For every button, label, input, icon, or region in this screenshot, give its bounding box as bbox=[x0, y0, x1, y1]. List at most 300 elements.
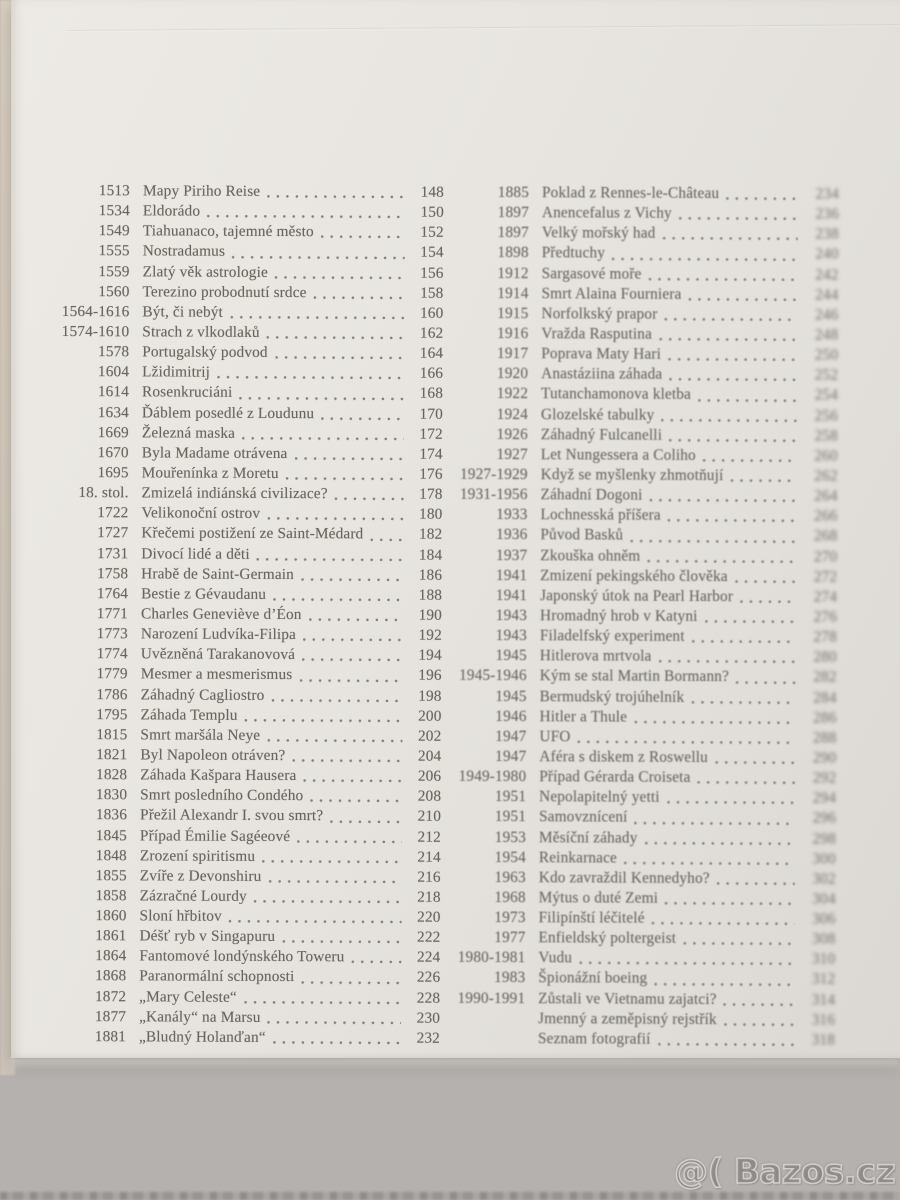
toc-year: 1936 bbox=[496, 526, 528, 544]
toc-year: 1574-1610 bbox=[61, 322, 130, 341]
toc-title: Zmizení pekingského člověka bbox=[540, 566, 728, 585]
toc-row bbox=[456, 364, 838, 386]
toc-year: 1578 bbox=[97, 343, 130, 361]
toc-year: 1945 bbox=[495, 687, 527, 705]
dot-leader bbox=[239, 396, 404, 400]
toc-title: Enfieldský poltergeist bbox=[538, 929, 677, 948]
toc-year: 1758 bbox=[96, 564, 129, 582]
toc-page-number: 250 bbox=[814, 346, 839, 364]
toc-page-number: 150 bbox=[420, 203, 444, 221]
toc-title: Fantomové londýnského Toweru bbox=[139, 947, 345, 966]
dot-leader bbox=[254, 900, 402, 904]
dot-leader bbox=[724, 1003, 795, 1006]
toc-year: 1836 bbox=[95, 806, 128, 824]
toc-title: Zůstali ve Vietnamu zajatci? bbox=[538, 989, 717, 1008]
dot-leader bbox=[299, 679, 402, 682]
toc-row bbox=[456, 304, 838, 326]
toc-row bbox=[37, 725, 441, 747]
toc-year: 1898 bbox=[497, 244, 529, 262]
toc-title: Aféra s diskem z Roswellu bbox=[539, 748, 708, 766]
toc-year: 1951 bbox=[494, 788, 527, 806]
toc-year: 1953 bbox=[494, 828, 526, 846]
toc-year: 1779 bbox=[96, 665, 128, 683]
toc-page-number: 314 bbox=[811, 991, 836, 1009]
toc-row bbox=[36, 966, 440, 988]
dot-leader bbox=[207, 215, 405, 219]
toc-row bbox=[39, 423, 443, 445]
toc-page-number: 308 bbox=[812, 930, 836, 948]
toc-page-number: 318 bbox=[811, 1031, 836, 1049]
dot-leader bbox=[634, 720, 795, 724]
toc-year: 1927 bbox=[496, 445, 528, 463]
dot-leader bbox=[659, 338, 797, 342]
toc-title: Eldorádo bbox=[142, 202, 201, 220]
toc-page-number: 288 bbox=[812, 729, 837, 747]
toc-page-number: 196 bbox=[418, 667, 442, 685]
toc-title: „Bludný Holanďan“ bbox=[138, 1028, 266, 1046]
toc-page-number: 172 bbox=[419, 425, 443, 443]
toc-page-number: 268 bbox=[813, 527, 838, 546]
toc-year: 1828 bbox=[96, 766, 128, 784]
toc-title: Když se myšlenky zhmotňují bbox=[540, 466, 724, 485]
toc-page-number: 148 bbox=[420, 183, 445, 201]
toc-year: 1951 bbox=[494, 808, 527, 826]
toc-row bbox=[453, 968, 835, 990]
dot-leader bbox=[736, 681, 796, 684]
toc-page-number: 208 bbox=[417, 787, 442, 805]
toc-row bbox=[40, 241, 444, 263]
toc-year: 1914 bbox=[497, 284, 529, 302]
toc-page-number: 182 bbox=[418, 526, 443, 544]
toc-year: 1963 bbox=[494, 868, 526, 886]
dot-leader bbox=[297, 840, 402, 843]
toc-year: 1937 bbox=[496, 546, 528, 564]
toc-page-number: 294 bbox=[812, 789, 837, 807]
dot-leader bbox=[267, 195, 405, 199]
toc-page-number: 252 bbox=[814, 366, 839, 384]
toc-title: Předtuchy bbox=[541, 244, 606, 262]
toc-year: 1983 bbox=[494, 969, 526, 987]
toc-year: 1560 bbox=[98, 282, 130, 300]
toc-year: 1968 bbox=[494, 888, 526, 907]
toc-page-number: 202 bbox=[417, 727, 442, 745]
toc-title: Záhada Templu bbox=[140, 705, 238, 724]
toc-row bbox=[456, 404, 838, 426]
toc-row bbox=[454, 807, 836, 829]
toc-page-number: 234 bbox=[815, 185, 840, 203]
toc-row bbox=[38, 543, 442, 565]
toc-page-number: 186 bbox=[418, 566, 443, 584]
toc-title: Rosenkruciáni bbox=[142, 383, 233, 402]
toc-title: Zvíře z Devonshiru bbox=[139, 867, 262, 885]
toc-row bbox=[456, 485, 838, 507]
toc-year: 1943 bbox=[495, 606, 528, 625]
toc-page-number: 200 bbox=[418, 707, 442, 725]
toc-row bbox=[39, 463, 443, 485]
toc-year: 1722 bbox=[97, 504, 129, 522]
dot-leader bbox=[282, 940, 401, 944]
toc-year: 1897 bbox=[497, 224, 529, 242]
dot-leader bbox=[647, 559, 796, 563]
toc-title: Lžidimitrij bbox=[142, 363, 211, 381]
toc-row bbox=[39, 282, 443, 304]
toc-title: Vudu bbox=[538, 949, 573, 967]
dot-leader bbox=[691, 701, 795, 704]
toc-year: 1549 bbox=[98, 222, 130, 240]
toc-page-number: 222 bbox=[417, 928, 441, 946]
toc-title: Zázračné Lourdy bbox=[139, 887, 247, 905]
toc-row bbox=[36, 926, 440, 948]
dot-leader bbox=[669, 439, 797, 443]
toc-page-number: 298 bbox=[812, 830, 836, 848]
toc-row bbox=[456, 384, 838, 406]
toc-page-number: 152 bbox=[420, 223, 444, 242]
toc-year: 1771 bbox=[96, 605, 129, 623]
toc-year: 1513 bbox=[98, 182, 131, 200]
toc-title: Smrt maršála Neye bbox=[140, 726, 261, 744]
toc-title: Nepolapitelný yetti bbox=[539, 788, 660, 806]
dot-leader bbox=[268, 880, 401, 884]
toc-title: Velký mořský had bbox=[541, 224, 656, 243]
toc-page-number: 256 bbox=[814, 407, 838, 425]
dot-leader bbox=[704, 620, 795, 623]
dot-leader bbox=[303, 638, 403, 641]
dot-leader bbox=[268, 1021, 402, 1025]
toc-page-number: 270 bbox=[813, 548, 838, 566]
toc-page-number: 166 bbox=[419, 364, 444, 383]
toc-year: 1855 bbox=[95, 866, 127, 885]
toc-page-number: 274 bbox=[813, 588, 838, 606]
toc-row bbox=[38, 523, 442, 545]
dot-leader bbox=[310, 799, 402, 802]
bazos-watermark: @( Bazos.cz bbox=[674, 1152, 895, 1192]
toc-title: Mesmer a mesmerismus bbox=[140, 665, 293, 684]
toc-title: Anastáziina záhada bbox=[541, 365, 663, 384]
toc-year: 1977 bbox=[494, 929, 526, 947]
dot-leader bbox=[230, 316, 404, 320]
dot-leader bbox=[649, 499, 796, 503]
dot-leader bbox=[267, 336, 405, 340]
toc-year: 1947 bbox=[495, 727, 527, 745]
toc-page-number: 170 bbox=[419, 405, 443, 423]
toc-title: Měsíční záhady bbox=[538, 828, 638, 847]
dot-leader bbox=[275, 356, 404, 360]
toc-year: 1821 bbox=[96, 746, 128, 764]
dot-leader bbox=[303, 779, 402, 782]
dot-leader bbox=[717, 882, 795, 885]
toc-row bbox=[38, 644, 442, 666]
toc-row bbox=[36, 1007, 440, 1029]
toc-title: Byl Napoleon otráven? bbox=[140, 746, 286, 764]
dot-leader bbox=[292, 759, 402, 763]
toc-row bbox=[39, 362, 443, 384]
toc-column-right bbox=[453, 183, 839, 1051]
toc-page-number: 296 bbox=[812, 809, 837, 827]
toc-page-number: 304 bbox=[812, 890, 836, 908]
toc-title: Poprava Maty Hari bbox=[541, 345, 662, 363]
toc-row bbox=[454, 908, 836, 930]
toc-row bbox=[454, 706, 836, 728]
dot-leader bbox=[262, 860, 402, 864]
toc-page-number: 192 bbox=[418, 626, 442, 644]
dot-leader bbox=[735, 580, 796, 583]
dot-leader bbox=[314, 296, 405, 299]
toc-page-number: 210 bbox=[417, 807, 442, 826]
toc-title: Let Nungessera a Coliho bbox=[540, 446, 696, 464]
dot-leader bbox=[301, 578, 403, 581]
dot-leader bbox=[665, 902, 795, 906]
toc-title: Kým se stal Martin Bormann? bbox=[539, 667, 730, 686]
dot-leader bbox=[730, 479, 796, 482]
dot-leader bbox=[271, 699, 402, 703]
toc-page-number: 316 bbox=[811, 1011, 836, 1029]
dot-leader bbox=[275, 276, 405, 280]
photo-bottom-edge bbox=[0, 1192, 900, 1200]
toc-title: Byla Madame otrávena bbox=[141, 444, 288, 462]
dot-leader bbox=[301, 981, 401, 984]
dot-leader bbox=[267, 739, 402, 743]
dot-leader bbox=[668, 358, 797, 362]
toc-year: 1860 bbox=[95, 907, 127, 925]
toc-year: 1669 bbox=[97, 423, 129, 441]
toc-page-number: 216 bbox=[417, 868, 441, 886]
toc-title: Nostradamus bbox=[142, 242, 226, 261]
toc-page-number: 230 bbox=[416, 1009, 441, 1027]
toc-row bbox=[37, 825, 441, 847]
toc-row bbox=[454, 787, 836, 809]
toc-page-number: 262 bbox=[814, 467, 838, 485]
toc-page-number: 204 bbox=[417, 747, 442, 765]
toc-title: Původ Basků bbox=[540, 526, 624, 544]
toc-page-number: 276 bbox=[813, 608, 838, 626]
toc-page-number: 220 bbox=[417, 908, 441, 926]
toc-row bbox=[456, 284, 838, 306]
dot-leader bbox=[612, 257, 798, 261]
toc-page-number: 278 bbox=[813, 628, 837, 646]
toc-title: Seznam fotografií bbox=[537, 1030, 651, 1048]
toc-year: 1604 bbox=[97, 363, 130, 381]
toc-year: 1954 bbox=[494, 848, 526, 866]
toc-page-number: 164 bbox=[419, 344, 444, 362]
dot-leader bbox=[688, 298, 797, 302]
toc-page-number: 174 bbox=[419, 445, 443, 463]
toc-page-number: 188 bbox=[418, 586, 443, 604]
toc-title: Anencefalus z Vichy bbox=[541, 204, 672, 222]
toc-page-number: 240 bbox=[815, 245, 839, 264]
toc-row bbox=[455, 545, 837, 567]
toc-year: 1926 bbox=[496, 425, 528, 443]
toc-title: Špionážní boeing bbox=[538, 969, 648, 988]
book-page bbox=[11, 0, 900, 1058]
toc-year: 1897 bbox=[497, 204, 529, 222]
toc-page-number: 290 bbox=[812, 749, 837, 767]
toc-row bbox=[38, 503, 442, 525]
toc-page-number: 248 bbox=[814, 326, 839, 344]
toc-title: UFO bbox=[539, 728, 571, 746]
dot-leader bbox=[661, 418, 797, 422]
toc-row bbox=[37, 866, 441, 888]
toc-page-number: 218 bbox=[417, 888, 441, 906]
dot-leader bbox=[229, 920, 402, 924]
dot-leader bbox=[669, 378, 797, 382]
toc-row bbox=[37, 906, 441, 928]
toc-title: Reinkarnace bbox=[538, 848, 617, 867]
toc-title: Narození Ludvíka-Filipa bbox=[140, 625, 297, 644]
toc-title: Déšť ryb v Singapuru bbox=[139, 927, 276, 946]
toc-year: 1980-1981 bbox=[457, 949, 526, 967]
toc-title: Zkouška ohněm bbox=[540, 546, 641, 565]
toc-year: 1555 bbox=[98, 242, 130, 260]
toc-year: 1990-1991 bbox=[457, 989, 526, 1007]
toc-page-number: 226 bbox=[416, 969, 441, 987]
toc-title: Jmenný a zeměpisný rejstřík bbox=[538, 1009, 717, 1028]
toc-title: Charles Geneviève d’Éon bbox=[140, 605, 302, 624]
dot-leader bbox=[630, 539, 796, 543]
toc-row bbox=[36, 1027, 440, 1049]
toc-title: Velikonoční ostrov bbox=[141, 504, 261, 523]
table-of-contents bbox=[7, 0, 900, 1064]
toc-year: 1858 bbox=[95, 887, 127, 905]
dot-leader bbox=[286, 477, 404, 481]
dot-leader bbox=[294, 457, 403, 461]
dot-leader bbox=[309, 618, 403, 621]
toc-row bbox=[453, 1009, 835, 1031]
dot-leader bbox=[658, 1043, 794, 1047]
toc-row bbox=[40, 221, 444, 243]
toc-row bbox=[38, 604, 442, 626]
dot-leader bbox=[273, 598, 403, 602]
toc-row bbox=[37, 845, 441, 867]
toc-row bbox=[454, 767, 836, 789]
toc-year: 1947 bbox=[495, 747, 527, 766]
toc-row bbox=[36, 986, 440, 1008]
toc-title: Zrození spiritismu bbox=[139, 846, 256, 865]
dot-leader bbox=[662, 237, 797, 241]
dot-leader bbox=[664, 318, 797, 322]
toc-row bbox=[454, 727, 836, 749]
toc-row bbox=[38, 684, 442, 706]
toc-year: 1945 bbox=[495, 647, 527, 665]
toc-row bbox=[453, 948, 835, 970]
toc-year: 1872 bbox=[94, 987, 127, 1005]
dot-leader bbox=[703, 459, 797, 462]
toc-row bbox=[454, 847, 836, 869]
dot-leader bbox=[321, 236, 405, 239]
toc-row bbox=[38, 564, 442, 586]
toc-year: 1973 bbox=[494, 909, 526, 927]
toc-row bbox=[455, 606, 837, 628]
toc-year: 1877 bbox=[94, 1007, 127, 1026]
toc-row bbox=[456, 324, 838, 346]
dot-leader bbox=[697, 781, 795, 784]
dot-leader bbox=[624, 861, 795, 865]
toc-title: Hrabě de Saint-Germain bbox=[141, 565, 295, 583]
toc-title: Japonský útok na Pearl Harbor bbox=[540, 587, 734, 605]
toc-row bbox=[39, 483, 443, 505]
toc-page-number: 244 bbox=[815, 286, 839, 304]
toc-page-number: 266 bbox=[814, 507, 838, 525]
toc-page-number: 178 bbox=[419, 485, 443, 503]
toc-title: Přežil Alexandr I. svou smrt? bbox=[140, 806, 324, 825]
toc-row bbox=[455, 565, 837, 587]
toc-year: 1815 bbox=[96, 725, 128, 744]
dot-leader bbox=[668, 519, 797, 523]
toc-page-number: 300 bbox=[812, 850, 836, 868]
toc-page-number: 280 bbox=[813, 648, 837, 666]
toc-title: „Kanály“ na Marsu bbox=[139, 1008, 261, 1026]
dot-leader bbox=[273, 1041, 401, 1045]
toc-page-number: 312 bbox=[811, 970, 836, 989]
toc-title: Bestie z Gévaudanu bbox=[141, 585, 267, 603]
toc-row bbox=[455, 666, 837, 688]
toc-title: Hromadný hrob v Katyni bbox=[539, 607, 698, 625]
dot-leader bbox=[217, 376, 404, 380]
toc-title: Sargasové moře bbox=[541, 264, 642, 283]
toc-title: Paranormální schopnosti bbox=[139, 967, 295, 986]
toc-row bbox=[37, 705, 441, 727]
toc-row bbox=[454, 747, 836, 769]
toc-page-number: 212 bbox=[417, 828, 441, 846]
toc-year: 1848 bbox=[95, 846, 127, 864]
toc-row bbox=[40, 181, 444, 203]
toc-title: Smrt Alaina Fourniera bbox=[541, 284, 682, 303]
dot-leader bbox=[579, 962, 794, 966]
toc-row bbox=[40, 261, 444, 283]
toc-year: 1727 bbox=[97, 524, 129, 542]
toc-year: 1912 bbox=[497, 264, 529, 282]
toc-title: Případ Gérarda Croiseta bbox=[539, 768, 691, 787]
toc-title: Filadelfský experiment bbox=[539, 627, 685, 645]
dot-leader bbox=[692, 640, 796, 643]
dot-leader bbox=[654, 982, 794, 986]
toc-page-number: 254 bbox=[814, 386, 839, 405]
toc-title: Zlatý věk astrologie bbox=[142, 262, 268, 281]
toc-row bbox=[39, 342, 443, 364]
toc-page-number: 158 bbox=[420, 284, 444, 302]
toc-year: 1670 bbox=[97, 443, 129, 462]
toc-year: 1924 bbox=[496, 405, 528, 423]
toc-page-number: 242 bbox=[815, 266, 839, 284]
toc-row bbox=[457, 263, 839, 285]
toc-title: Zmizelá indiánská civilizace? bbox=[141, 484, 328, 503]
toc-row bbox=[454, 888, 836, 910]
toc-year: 1773 bbox=[96, 625, 128, 643]
toc-page-number: 260 bbox=[814, 447, 838, 465]
toc-title: Tutanchamonova kletba bbox=[541, 385, 692, 404]
toc-title: Norfolkský prapor bbox=[541, 305, 658, 323]
dot-leader bbox=[321, 417, 404, 420]
toc-row bbox=[455, 586, 837, 608]
toc-page-number: 206 bbox=[417, 767, 442, 785]
dot-leader bbox=[724, 1023, 794, 1026]
toc-page-number: 184 bbox=[418, 546, 443, 564]
toc-row bbox=[40, 201, 444, 223]
toc-year: 1922 bbox=[496, 385, 529, 403]
dot-leader bbox=[679, 217, 798, 221]
dot-leader bbox=[698, 399, 797, 402]
toc-row bbox=[39, 302, 443, 324]
toc-row bbox=[38, 624, 442, 646]
toc-page-number: 160 bbox=[419, 304, 444, 322]
toc-year: 1915 bbox=[497, 304, 529, 323]
toc-row bbox=[36, 946, 440, 968]
toc-page-number: 156 bbox=[420, 264, 444, 282]
dot-leader bbox=[667, 801, 795, 805]
toc-page-number: 180 bbox=[419, 505, 443, 524]
toc-title: „Mary Celeste“ bbox=[139, 987, 237, 1006]
toc-year: 1634 bbox=[97, 403, 129, 421]
toc-row bbox=[456, 344, 838, 366]
